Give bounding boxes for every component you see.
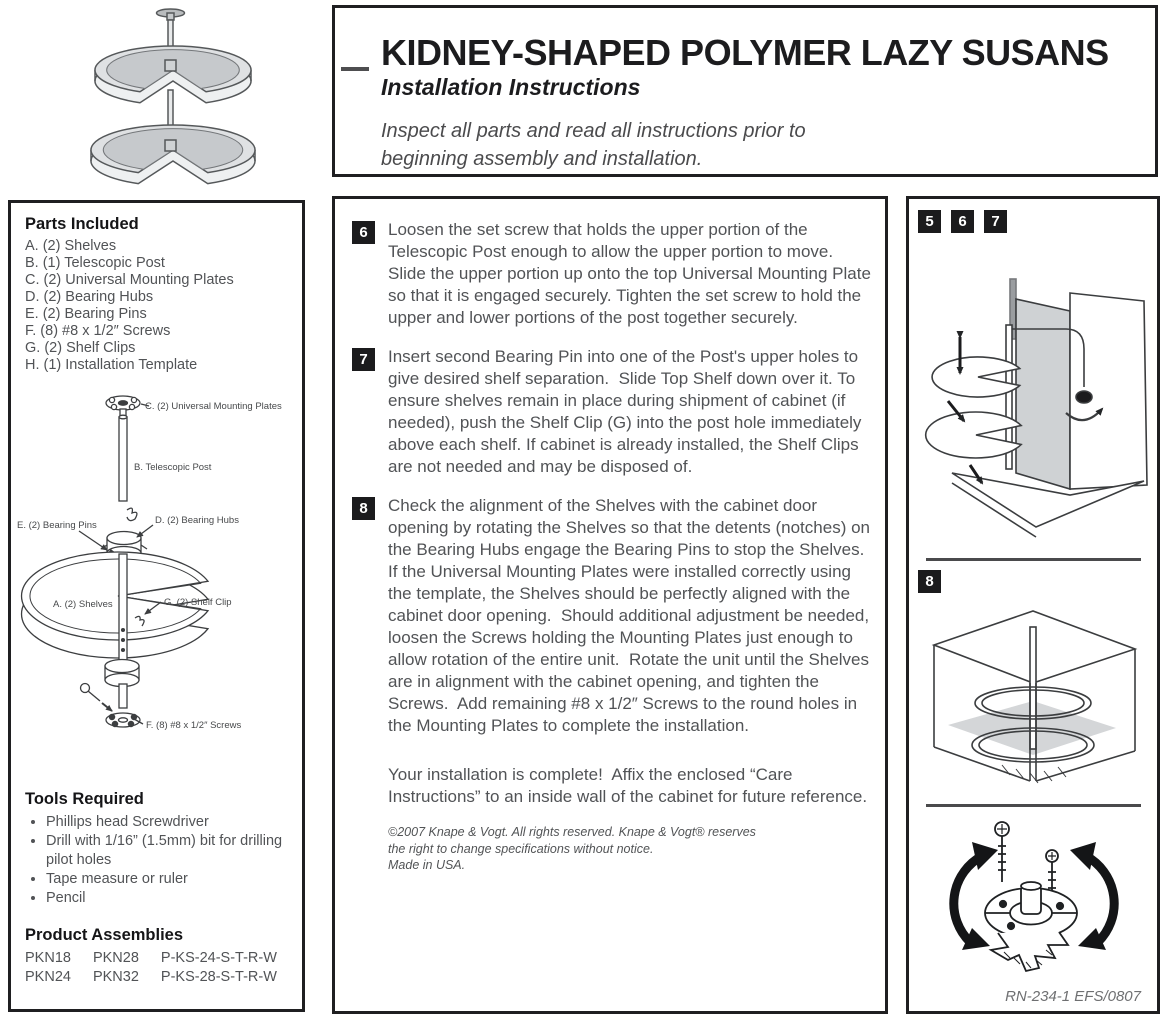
shelf-clip-graphic [127,508,137,521]
header-dash [341,67,369,71]
post-stub-graphic [119,684,127,708]
step-number-badge: 5 [918,210,941,233]
figures-panel [906,196,1160,1014]
tool-item: • Tape measure or ruler [46,870,294,889]
label-mounting-plates: C. (2) Universal Mounting Plates [145,401,282,412]
screw-graphic [81,684,113,712]
label-shelves: A. (2) Shelves [53,599,113,610]
assembly-row [25,949,294,968]
figure-step-badges [918,210,1149,233]
label-telescopic-post: B. Telescopic Post [134,462,212,473]
tools-heading: Tools Required [25,790,144,808]
step-number-badge: 6 [352,221,375,244]
document-number: RN-234-1 EFS/0807 [1005,988,1141,1005]
legal-line: ©2007 Knape & Vogt. All rights reserved. Knape & Vogt® reserves [388,825,756,839]
figure-divider [926,558,1141,561]
step-text: Check the alignment of the Shelves with the cabinet door opening by rotating the Shelves so that the detents (notches) on the Bearing Hubs engage the Bearing Pins to stop the Shelves. If the Universal Mounting Plates were installed correctly using the template, the Shelves should be perfectly aligned with the cabinet door opening. Should additional adjustment be needed, loosen the Screws holding the Mounting Plates just enough to allow rotation of the entire unit. Rotate the unit until the Shelves are in alignment with the cabinet opening, and tighten the Screws. Add remaining #8 x 1/2″ Screws to the round holes in the Mounting Plates to complete the installation. [388,496,875,735]
step-number-badge: 6 [951,210,974,233]
step-number-badge: 7 [984,210,1007,233]
assembly-code: PKN24 [25,969,71,985]
header-note: Inspect all parts and read all instructions prior to beginning assembly and installation. [381,119,806,170]
tool-item: • Pencil [46,889,294,908]
legal-text [388,824,871,874]
label-shelf-clip: G. (2) Shelf Clip [164,597,232,608]
assembly-code: PKN32 [92,969,139,985]
bearing-hub-leader [137,525,153,537]
cabinet-install-figure [918,237,1150,549]
assembly-code: PKN28 [92,950,139,966]
figure-divider [926,804,1141,807]
tool-item: • Phillips head Screwdriver [46,813,294,832]
rotate-left-arrow-icon [954,842,998,950]
steps-panel [332,196,888,1014]
step-number-badge: 8 [352,497,375,520]
assembly-row [25,968,294,987]
mounting-plate-top-graphic [106,396,140,417]
rotate-right-arrow-icon [1070,842,1114,950]
parts-panel [8,200,305,1012]
label-bearing-hubs: D. (2) Bearing Hubs [155,515,239,526]
product-illustration [38,2,308,194]
rotation-adjust-figure [918,816,1150,984]
step-number-badge: 7 [352,348,375,371]
assembly-code: PKN18 [25,950,71,966]
parts-item: A. (2) Shelves [25,238,117,254]
parts-list [25,238,294,374]
legal-line: Made in USA. [388,858,466,872]
parts-heading: Parts Included [25,215,139,233]
step-number-badge: 8 [918,570,941,593]
parts-item: H. (1) Installation Template [25,357,198,373]
screw-icon [995,822,1009,882]
tool-item: • Drill with 1/16” (1.5mm) bit for drilling pilot holes [46,832,294,870]
step-8 [352,495,875,737]
label-screws: F. (8) #8 x 1/2″ Screws [146,720,242,731]
mounting-plate-graphic [985,882,1077,938]
assemblies-heading: Product Assemblies [25,926,184,944]
assembly-code: P-KS-24-S-T-R-W [160,950,277,966]
assembly-code: P-KS-28-S-T-R-W [160,969,277,985]
parts-item: C. (2) Universal Mounting Plates [25,272,234,288]
parts-item: E. (2) Bearing Pins [25,306,147,322]
completion-note: Your installation is complete! Affix the enclosed “Care Instructions” to an inside wall of the cabinet for future reference. [388,765,868,806]
lower-shelf-graphic [91,125,255,184]
step-text: Insert second Bearing Pin into one of the Post's upper holes to give desired shelf separation. Slide Top Shelf down over it. To ensure shelves remain in place during shipment of cabinet (if needed), push the Shelf Clip (G) into the post hole immediately above each shelf. If cabinet is already installed, the Shelf Clips are not needed and may be disposed of. [388,347,867,476]
corner-cabinet-figure [918,597,1150,795]
legal-line: the right to change specifications without notice. [388,841,654,856]
step-text: Loosen the set screw that holds the upper portion of the Telescopic Post enough to allow the upper portion to move. Slide the upper portion up onto the top Universal Mounting Plate so that it is engaged securely. Tighten the set screw to hold the upper and lower portions of the post together securely. [388,220,876,327]
exploded-parts-diagram [15,378,295,778]
bearing-hub-lower-graphic [105,660,139,687]
label-bearing-pins: E. (2) Bearing Pins [17,520,97,531]
header-box [332,5,1158,177]
bearing-knob-graphic [1076,391,1092,403]
page-title: KIDNEY-SHAPED POLYMER LAZY SUSANS [381,32,1109,73]
tools-list [25,813,294,908]
step-6 [352,219,876,329]
bearing-pin-leader [79,531,107,550]
star-flange-graphic [991,932,1068,971]
back-panel-graphic [1016,299,1070,489]
parts-item: G. (2) Shelf Clips [25,340,136,356]
parts-item: F. (8) #8 x 1/2″ Screws [25,323,171,339]
parts-item: D. (2) Bearing Hubs [25,289,154,305]
telescopic-post-graphic [119,415,127,501]
step-7 [352,346,871,478]
page-subtitle: Installation Instructions [381,73,641,100]
parts-item: B. (1) Telescopic Post [25,255,165,271]
